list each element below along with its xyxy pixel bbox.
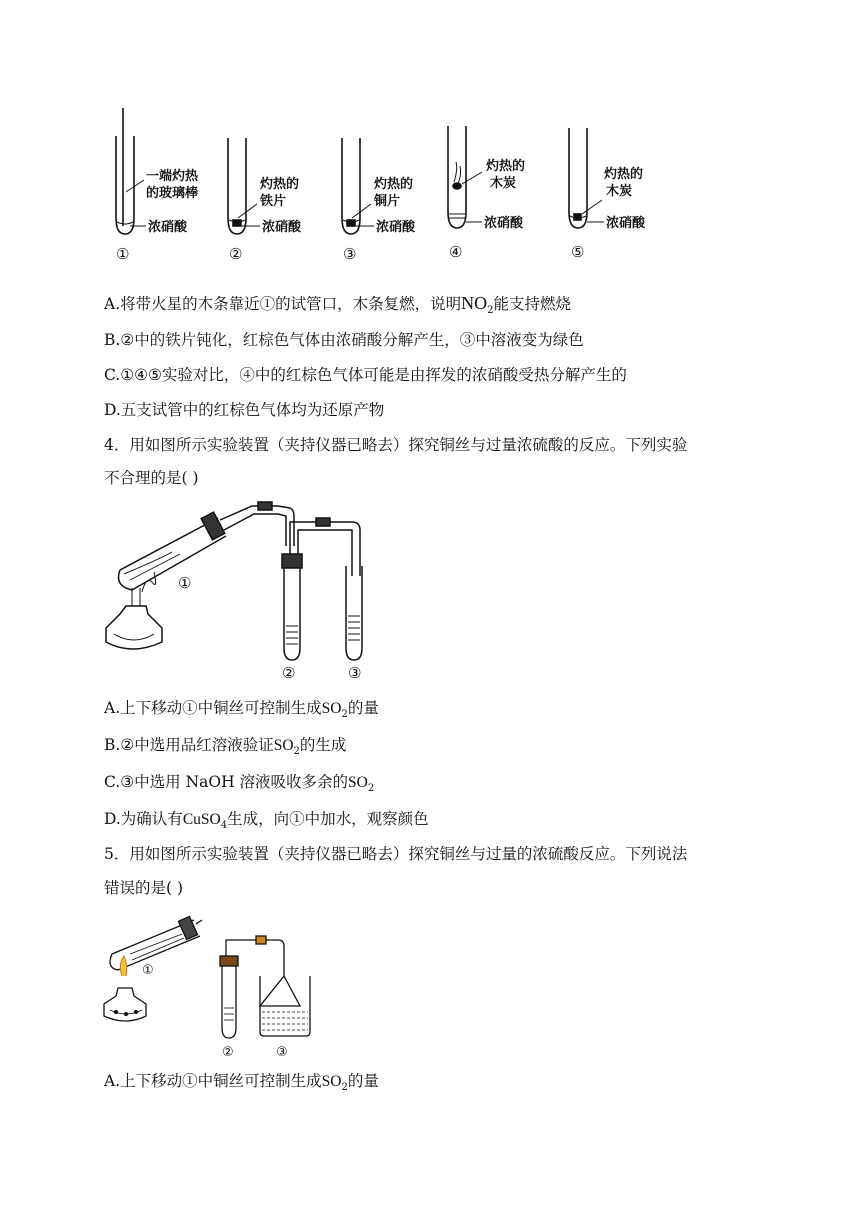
q4-option-c-formula: SO: [348, 774, 368, 791]
q3-option-c: C.①④⑤实验对比，④中的红棕色气体可能是由挥发的浓硝酸受热分解产生的: [104, 366, 627, 384]
tube2-bottom-label: 浓硝酸: [262, 220, 302, 235]
q4-option-c: [104, 770, 374, 801]
q4-option-a-text: A.上下移动①中铜丝可控制生成: [104, 699, 322, 717]
q4-option-c-subscript: 2: [367, 783, 375, 794]
tube3-top-label-1: 灼热的: [374, 177, 414, 192]
tube1-top-label-1: 一端灼热: [146, 169, 199, 184]
tube5-top-label-1: 灼热的: [604, 167, 644, 182]
q4-option-a-tail: 的量: [347, 699, 379, 717]
tube2-top-label-1: 灼热的: [260, 177, 300, 192]
q5-option-a-subscript: 2: [341, 1082, 348, 1093]
q4-option-d-tail: 生成，向①中加水，观察颜色: [227, 810, 429, 828]
q3-option-a: [104, 291, 571, 323]
q4-fig-label-3: ③: [348, 664, 362, 682]
q4-stem-line-2: 不合理的是( ): [104, 469, 199, 487]
q3-option-b: B.②中的铁片钝化，红棕色气体由浓硝酸分解产生，③中溶液变为绿色: [104, 331, 584, 349]
q4-option-b-formula: SO: [273, 737, 294, 754]
q4-option-a-formula: SO: [321, 700, 342, 717]
q4-option-d-formula: CuSO: [182, 811, 221, 828]
q4-option-b: [104, 733, 346, 764]
q4-option-b-subscript: 2: [293, 746, 300, 757]
tube3-number: ③: [343, 245, 357, 263]
q4-option-a-subscript: 2: [341, 709, 348, 720]
tube1-top-label-2: 的玻璃棒: [146, 186, 199, 201]
tube4-top-label-2: 木炭: [490, 176, 517, 191]
q4-option-b-tail: 的生成: [299, 736, 347, 754]
q4-option-d-subscript: 4: [220, 820, 228, 831]
tube1-bottom-label: 浓硝酸: [148, 220, 188, 235]
q3-option-a-subscript: 2: [487, 305, 494, 316]
tube5-bottom-label: 浓硝酸: [606, 216, 646, 231]
tube5-top-label-2: 木炭: [606, 184, 633, 199]
q3-option-a-text: A.将带火星的木条靠近①的试管口，木条复燃，说明: [104, 295, 462, 313]
q5-fig-label-1: ①: [142, 963, 154, 978]
q5-stem-line-1: 5．用如图所示实验装置（夹持仪器已略去）探究铜丝与过量的浓硫酸反应。下列说法: [104, 845, 688, 863]
q5-fig-label-2: ②: [222, 1045, 234, 1060]
q4-fig-label-1: ①: [178, 574, 192, 592]
q4-option-b-text: B.②中选用品红溶液验证: [104, 736, 274, 754]
q3-option-a-tail: 能支持燃烧: [493, 295, 572, 313]
q4-option-c-text: C.③中选用 NaOH 溶液吸收多余的: [104, 773, 349, 791]
tube3-top-label-2: 铜片: [374, 194, 401, 209]
q5-option-a-tail: 的量: [347, 1072, 379, 1090]
q5-option-a-text: A.上下移动①中铜丝可控制生成: [104, 1072, 322, 1090]
tube3-bottom-label: 浓硝酸: [376, 220, 416, 235]
q3-option-a-formula: NO: [461, 293, 488, 313]
tube4-top-label-1: 灼热的: [486, 159, 526, 174]
tube2-top-label-2: 铁片: [260, 194, 287, 209]
q4-option-d: [104, 807, 429, 838]
q4-option-d-text: D.为确认有: [104, 810, 183, 828]
tube4-number: ④: [449, 243, 463, 261]
q5-option-a-formula: SO: [321, 1073, 342, 1090]
q3-option-d: D.五支试管中的红棕色气体均为还原产物: [104, 401, 385, 419]
tube5-number: ⑤: [571, 243, 585, 261]
q4-stem-line-1: 4．用如图所示实验装置（夹持仪器已略去）探究铜丝与过量浓硫酸的反应。下列实验: [104, 436, 688, 454]
q4-fig-label-2: ②: [282, 664, 296, 682]
q5-fig-label-3: ③: [276, 1045, 288, 1060]
q5-stem-line-2: 错误的是( ): [104, 879, 184, 897]
figure-q4-apparatus: [102, 496, 392, 686]
tube4-bottom-label: 浓硝酸: [484, 216, 524, 231]
tube1-number: ①: [116, 245, 130, 263]
q4-option-a: [104, 696, 379, 727]
tube2-number: ②: [229, 245, 243, 263]
figure-q5-apparatus: [102, 904, 332, 1064]
q5-option-a: [104, 1069, 379, 1100]
figure-five-test-tubes: [104, 100, 684, 270]
